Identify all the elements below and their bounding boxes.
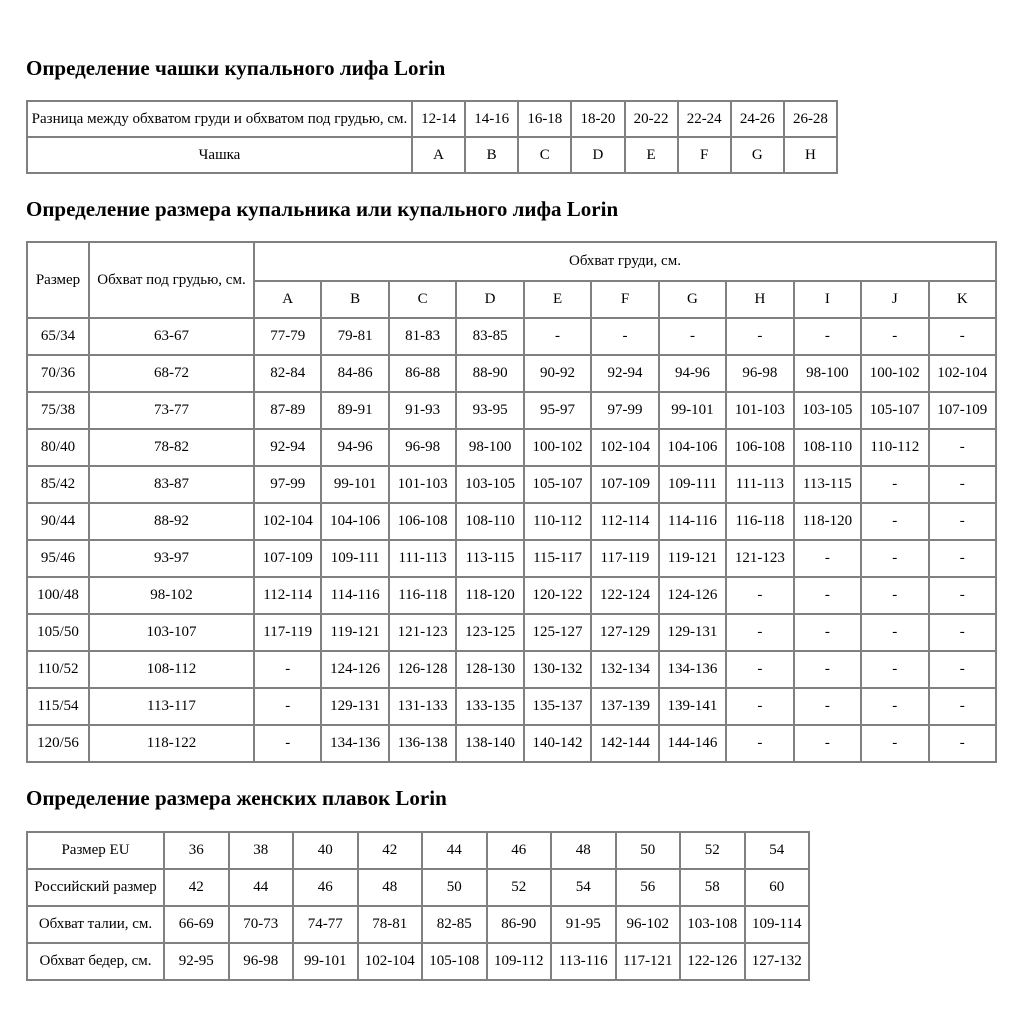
bust-range-cell: 133-135	[456, 688, 523, 725]
cup-letter-header: G	[659, 281, 726, 318]
bust-range-cell: 95-97	[524, 392, 591, 429]
bust-range-cell: 121-123	[389, 614, 456, 651]
bust-range-cell: 97-99	[254, 466, 321, 503]
cup-letter-header: I	[794, 281, 861, 318]
briefs-value-cell: 70-73	[229, 906, 294, 943]
briefs-value-cell: 113-116	[551, 943, 616, 980]
row-label: Разница между обхватом груди и обхватом под грудью, см.	[27, 101, 412, 137]
briefs-value-cell: 105-108	[422, 943, 487, 980]
cup-range-cell: E	[625, 137, 678, 173]
bust-range-cell: 127-129	[591, 614, 658, 651]
underbust-cell: 83-87	[89, 466, 254, 503]
underbust-cell: 73-77	[89, 392, 254, 429]
cup-range-cell: 18-20	[571, 101, 624, 137]
bust-range-cell: 128-130	[456, 651, 523, 688]
bust-range-cell: -	[861, 614, 928, 651]
bust-range-cell: 81-83	[389, 318, 456, 355]
size-cell: 95/46	[27, 540, 89, 577]
cup-range-cell: H	[784, 137, 837, 173]
briefs-value-cell: 86-90	[487, 906, 552, 943]
bust-range-cell: -	[861, 540, 928, 577]
bust-range-cell: 120-122	[524, 577, 591, 614]
cup-range-cell: 26-28	[784, 101, 837, 137]
bust-range-cell: 94-96	[659, 355, 726, 392]
bust-range-cell: 100-102	[861, 355, 928, 392]
briefs-value-cell: 74-77	[293, 906, 358, 943]
bust-range-cell: 99-101	[659, 392, 726, 429]
table-row	[27, 614, 996, 651]
briefs-value-cell: 58	[680, 869, 745, 906]
bust-range-cell: 116-118	[726, 503, 793, 540]
bust-range-cell: 108-110	[456, 503, 523, 540]
underbust-cell: 103-107	[89, 614, 254, 651]
bust-range-cell: 84-86	[321, 355, 388, 392]
briefs-value-cell: 52	[487, 869, 552, 906]
briefs-value-cell: 66-69	[164, 906, 229, 943]
size-cell: 110/52	[27, 651, 89, 688]
bust-group-header: Обхват груди, см.	[254, 242, 996, 281]
table-row	[27, 137, 837, 173]
table-row	[27, 540, 996, 577]
bust-range-cell: 114-116	[659, 503, 726, 540]
bust-range-cell: -	[726, 725, 793, 762]
briefs-value-cell: 92-95	[164, 943, 229, 980]
bust-range-cell: 106-108	[389, 503, 456, 540]
bust-range-cell: 94-96	[321, 429, 388, 466]
briefs-value-cell: 109-112	[487, 943, 552, 980]
bust-range-cell: 112-114	[591, 503, 658, 540]
bust-range-cell: 124-126	[321, 651, 388, 688]
bust-range-cell: -	[726, 651, 793, 688]
cup-letter-header: C	[389, 281, 456, 318]
briefs-value-cell: 99-101	[293, 943, 358, 980]
bust-range-cell: -	[794, 725, 861, 762]
bust-range-cell: -	[794, 614, 861, 651]
briefs-value-cell: 48	[358, 869, 423, 906]
size-column-header: Размер	[27, 242, 89, 318]
bust-range-cell: -	[861, 466, 928, 503]
bust-range-cell: 99-101	[321, 466, 388, 503]
bust-range-cell: 100-102	[524, 429, 591, 466]
briefs-value-cell: 127-132	[745, 943, 810, 980]
bust-range-cell: -	[861, 503, 928, 540]
cup-section-title: Определение чашки купального лифа Lorin	[26, 56, 446, 80]
cup-letter-header: K	[929, 281, 996, 318]
bust-range-cell: 91-93	[389, 392, 456, 429]
briefs-value-cell: 117-121	[616, 943, 681, 980]
bust-range-cell: 98-100	[794, 355, 861, 392]
briefs-value-cell: 60	[745, 869, 810, 906]
swimsuit-section-title: Определение размера купальника или купального лифа Lorin	[26, 197, 619, 222]
bust-range-cell: 109-111	[659, 466, 726, 503]
bust-range-cell: 118-120	[794, 503, 861, 540]
bust-range-cell: 107-109	[929, 392, 996, 429]
briefs-value-cell: 96-102	[616, 906, 681, 943]
table-row	[27, 242, 996, 281]
bust-range-cell: -	[254, 725, 321, 762]
bust-range-cell: 132-134	[591, 651, 658, 688]
cup-range-cell: 20-22	[625, 101, 678, 137]
size-cell: 100/48	[27, 577, 89, 614]
table-row	[27, 869, 809, 906]
cup-range-cell: G	[731, 137, 784, 173]
cup-letter-header: A	[254, 281, 321, 318]
cup-size-table	[26, 100, 838, 174]
bust-range-cell: -	[659, 318, 726, 355]
bust-range-cell: -	[794, 688, 861, 725]
bust-range-cell: 116-118	[389, 577, 456, 614]
bust-range-cell: 102-104	[591, 429, 658, 466]
bust-range-cell: 108-110	[794, 429, 861, 466]
bust-range-cell: 105-107	[861, 392, 928, 429]
bust-range-cell: -	[794, 540, 861, 577]
briefs-value-cell: 42	[164, 869, 229, 906]
underbust-cell: 68-72	[89, 355, 254, 392]
bust-range-cell: 92-94	[254, 429, 321, 466]
bust-range-cell: -	[726, 688, 793, 725]
bust-range-cell: 97-99	[591, 392, 658, 429]
bust-range-cell: 77-79	[254, 318, 321, 355]
underbust-cell: 98-102	[89, 577, 254, 614]
bust-range-cell: 129-131	[321, 688, 388, 725]
bust-range-cell: -	[726, 614, 793, 651]
bust-range-cell: 109-111	[321, 540, 388, 577]
table-row	[27, 429, 996, 466]
bust-range-cell: 125-127	[524, 614, 591, 651]
bust-range-cell: 110-112	[524, 503, 591, 540]
cup-range-cell: 22-24	[678, 101, 731, 137]
cup-letter-header: J	[861, 281, 928, 318]
cup-letter-header: D	[456, 281, 523, 318]
briefs-value-cell: 109-114	[745, 906, 810, 943]
table-row	[27, 577, 996, 614]
briefs-section-title: Определение размера женских плавок Lorin	[26, 786, 447, 811]
cup-range-cell: F	[678, 137, 731, 173]
briefs-value-cell: 48	[551, 832, 616, 869]
bust-range-cell: 135-137	[524, 688, 591, 725]
size-cell: 85/42	[27, 466, 89, 503]
lorin-size-guide-document	[26, 56, 998, 981]
briefs-value-cell: 82-85	[422, 906, 487, 943]
table-row	[27, 651, 996, 688]
bust-range-cell: -	[794, 651, 861, 688]
size-cell: 105/50	[27, 614, 89, 651]
underbust-cell: 118-122	[89, 725, 254, 762]
underbust-cell: 78-82	[89, 429, 254, 466]
bust-range-cell: 107-109	[254, 540, 321, 577]
bust-range-cell: 114-116	[321, 577, 388, 614]
bust-range-cell: -	[861, 577, 928, 614]
bust-range-cell: 105-107	[524, 466, 591, 503]
bust-range-cell: 102-104	[929, 355, 996, 392]
bust-range-cell: -	[929, 614, 996, 651]
cup-letter-header: F	[591, 281, 658, 318]
briefs-value-cell: 122-126	[680, 943, 745, 980]
bust-range-cell: 140-142	[524, 725, 591, 762]
size-cell: 70/36	[27, 355, 89, 392]
cup-letter-header: H	[726, 281, 793, 318]
bust-range-cell: 104-106	[321, 503, 388, 540]
bust-range-cell: -	[794, 318, 861, 355]
bust-range-cell: 121-123	[726, 540, 793, 577]
bust-range-cell: -	[861, 688, 928, 725]
briefs-value-cell: 54	[745, 832, 810, 869]
briefs-value-cell: 91-95	[551, 906, 616, 943]
briefs-value-cell: 96-98	[229, 943, 294, 980]
bust-range-cell: 115-117	[524, 540, 591, 577]
cup-letter-header: B	[321, 281, 388, 318]
underbust-cell: 108-112	[89, 651, 254, 688]
size-cell: 115/54	[27, 688, 89, 725]
cup-range-cell: D	[571, 137, 624, 173]
cup-range-cell: A	[412, 137, 465, 173]
briefs-value-cell: 103-108	[680, 906, 745, 943]
bust-range-cell: 138-140	[456, 725, 523, 762]
bust-range-cell: 79-81	[321, 318, 388, 355]
bust-range-cell: 124-126	[659, 577, 726, 614]
bust-range-cell: -	[861, 725, 928, 762]
bust-range-cell: 130-132	[524, 651, 591, 688]
underbust-cell: 113-117	[89, 688, 254, 725]
bust-range-cell: 106-108	[726, 429, 793, 466]
cup-range-cell: 16-18	[518, 101, 571, 137]
bust-range-cell: 107-109	[591, 466, 658, 503]
bust-range-cell: -	[726, 318, 793, 355]
bust-range-cell: -	[254, 688, 321, 725]
table-row	[27, 101, 837, 137]
table-row	[27, 688, 996, 725]
bust-range-cell: -	[591, 318, 658, 355]
briefs-value-cell: 102-104	[358, 943, 423, 980]
table-row	[27, 906, 809, 943]
briefs-value-cell: 38	[229, 832, 294, 869]
size-cell: 75/38	[27, 392, 89, 429]
bust-range-cell: 96-98	[726, 355, 793, 392]
briefs-size-table	[26, 831, 810, 981]
cup-letter-header: E	[524, 281, 591, 318]
size-cell: 120/56	[27, 725, 89, 762]
row-label: Российский размер	[27, 869, 164, 906]
cup-range-cell: 12-14	[412, 101, 465, 137]
table-row	[27, 355, 996, 392]
bust-range-cell: -	[929, 540, 996, 577]
bust-range-cell: 83-85	[456, 318, 523, 355]
bust-range-cell: 117-119	[591, 540, 658, 577]
bust-range-cell: 137-139	[591, 688, 658, 725]
bust-range-cell: 134-136	[659, 651, 726, 688]
row-label: Обхват талии, см.	[27, 906, 164, 943]
briefs-value-cell: 50	[616, 832, 681, 869]
bust-range-cell: 101-103	[389, 466, 456, 503]
briefs-value-cell: 42	[358, 832, 423, 869]
bust-range-cell: 112-114	[254, 577, 321, 614]
size-cell: 80/40	[27, 429, 89, 466]
bust-range-cell: 90-92	[524, 355, 591, 392]
row-label: Чашка	[27, 137, 412, 173]
table-row	[27, 392, 996, 429]
bust-range-cell: -	[929, 688, 996, 725]
bust-range-cell: 111-113	[389, 540, 456, 577]
bust-range-cell: 87-89	[254, 392, 321, 429]
bust-range-cell: 129-131	[659, 614, 726, 651]
row-label: Размер EU	[27, 832, 164, 869]
bust-range-cell: -	[929, 318, 996, 355]
table-row	[27, 832, 809, 869]
briefs-value-cell: 44	[422, 832, 487, 869]
cup-range-cell: B	[465, 137, 518, 173]
bust-range-cell: 89-91	[321, 392, 388, 429]
bust-range-cell: 101-103	[726, 392, 793, 429]
underbust-cell: 88-92	[89, 503, 254, 540]
briefs-value-cell: 46	[293, 869, 358, 906]
bust-range-cell: -	[929, 503, 996, 540]
table-row	[27, 318, 996, 355]
bust-range-cell: 117-119	[254, 614, 321, 651]
briefs-value-cell: 36	[164, 832, 229, 869]
cup-range-cell: C	[518, 137, 571, 173]
bust-range-cell: 122-124	[591, 577, 658, 614]
bust-range-cell: 104-106	[659, 429, 726, 466]
bust-range-cell: 118-120	[456, 577, 523, 614]
briefs-value-cell: 56	[616, 869, 681, 906]
bust-range-cell: -	[524, 318, 591, 355]
bust-range-cell: 88-90	[456, 355, 523, 392]
bust-range-cell: 113-115	[456, 540, 523, 577]
bust-range-cell: -	[929, 577, 996, 614]
size-cell: 65/34	[27, 318, 89, 355]
underbust-cell: 93-97	[89, 540, 254, 577]
bust-range-cell: -	[861, 318, 928, 355]
bust-range-cell: 119-121	[321, 614, 388, 651]
bust-range-cell: 119-121	[659, 540, 726, 577]
briefs-value-cell: 40	[293, 832, 358, 869]
bust-range-cell: 82-84	[254, 355, 321, 392]
bust-range-cell: -	[929, 651, 996, 688]
bust-range-cell: 139-141	[659, 688, 726, 725]
bust-range-cell: 131-133	[389, 688, 456, 725]
bust-range-cell: -	[726, 577, 793, 614]
size-cell: 90/44	[27, 503, 89, 540]
underbust-cell: 63-67	[89, 318, 254, 355]
bust-range-cell: 126-128	[389, 651, 456, 688]
briefs-value-cell: 44	[229, 869, 294, 906]
bust-range-cell: -	[929, 466, 996, 503]
bust-range-cell: -	[254, 651, 321, 688]
bust-range-cell: 123-125	[456, 614, 523, 651]
bust-range-cell: 93-95	[456, 392, 523, 429]
bust-range-cell: 96-98	[389, 429, 456, 466]
bust-range-cell: 86-88	[389, 355, 456, 392]
bust-range-cell: 103-105	[794, 392, 861, 429]
briefs-value-cell: 46	[487, 832, 552, 869]
bust-range-cell: 102-104	[254, 503, 321, 540]
briefs-value-cell: 50	[422, 869, 487, 906]
bust-range-cell: 142-144	[591, 725, 658, 762]
cup-range-cell: 24-26	[731, 101, 784, 137]
swimsuit-size-table	[26, 241, 997, 763]
bust-range-cell: -	[861, 651, 928, 688]
briefs-value-cell: 52	[680, 832, 745, 869]
bust-range-cell: 110-112	[861, 429, 928, 466]
briefs-value-cell: 54	[551, 869, 616, 906]
bust-range-cell: -	[929, 725, 996, 762]
bust-range-cell: 113-115	[794, 466, 861, 503]
bust-range-cell: 92-94	[591, 355, 658, 392]
bust-range-cell: -	[929, 429, 996, 466]
table-row	[27, 943, 809, 980]
bust-range-cell: -	[794, 577, 861, 614]
bust-range-cell: 144-146	[659, 725, 726, 762]
cup-range-cell: 14-16	[465, 101, 518, 137]
bust-range-cell: 98-100	[456, 429, 523, 466]
table-row	[27, 466, 996, 503]
table-row	[27, 725, 996, 762]
bust-range-cell: 134-136	[321, 725, 388, 762]
row-label: Обхват бедер, см.	[27, 943, 164, 980]
bust-range-cell: 111-113	[726, 466, 793, 503]
table-row	[27, 503, 996, 540]
underbust-column-header: Обхват под грудью, см.	[89, 242, 254, 318]
bust-range-cell: 103-105	[456, 466, 523, 503]
briefs-value-cell: 78-81	[358, 906, 423, 943]
bust-range-cell: 136-138	[389, 725, 456, 762]
